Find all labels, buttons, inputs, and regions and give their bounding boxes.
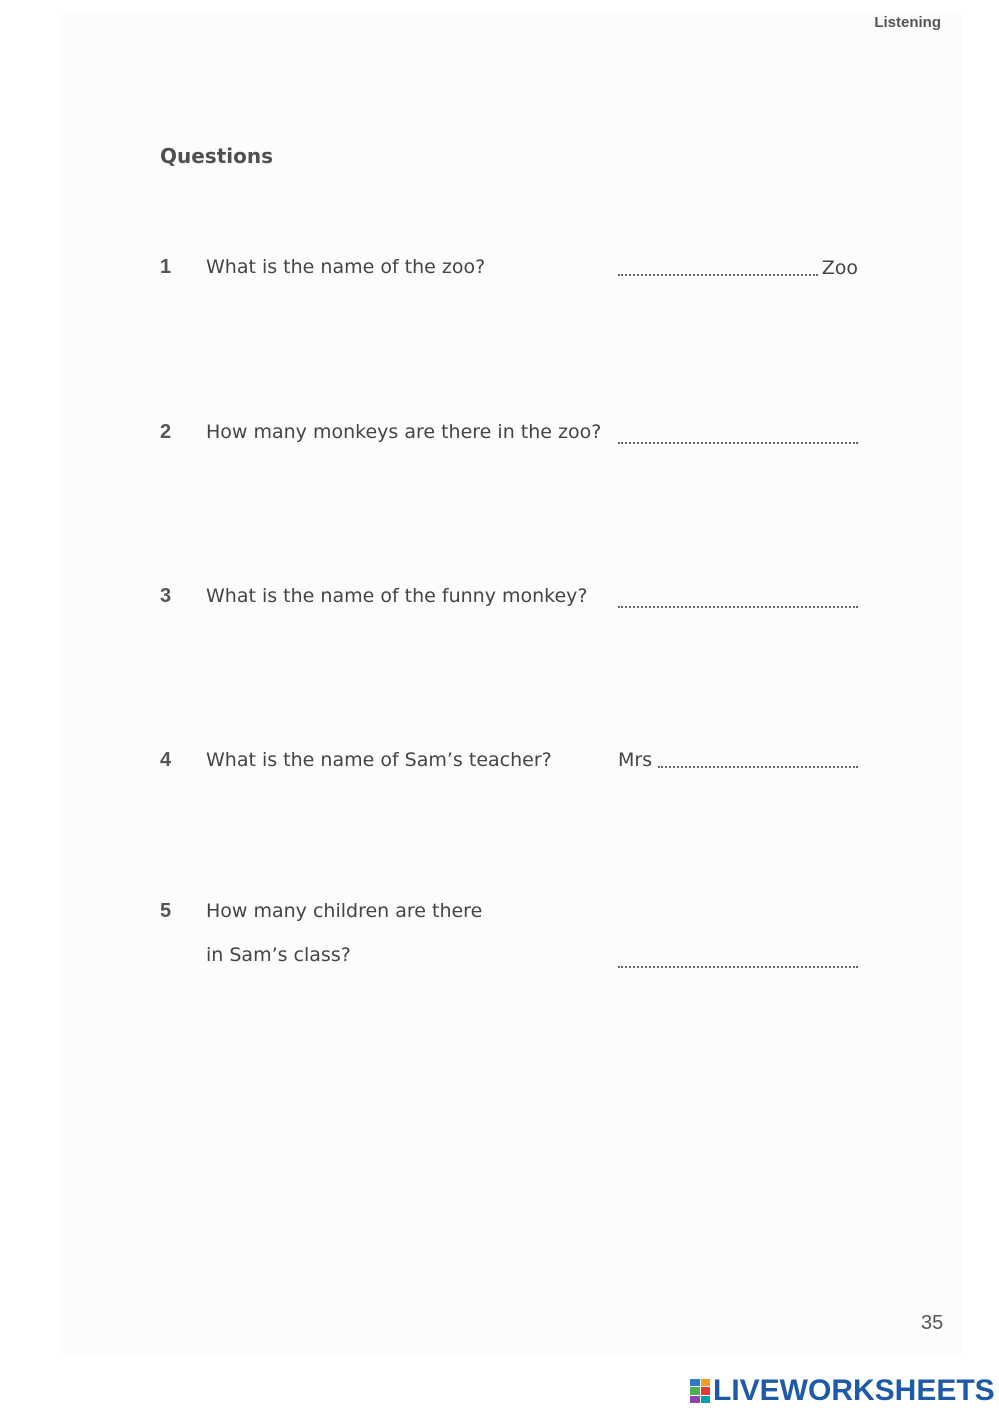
page-title: Questions xyxy=(160,144,274,168)
liveworksheets-logo-icon xyxy=(690,1379,710,1403)
answer-prefix: Mrs xyxy=(618,749,653,771)
worksheet-page xyxy=(60,14,962,1354)
question-3-number: 3 xyxy=(160,585,172,607)
answer-line[interactable] xyxy=(618,948,858,968)
answer-suffix: Zoo xyxy=(821,257,858,279)
question-2-text: How many monkeys are there in the zoo? xyxy=(206,421,602,443)
question-4-number: 4 xyxy=(160,749,172,771)
question-1-number: 1 xyxy=(160,256,172,278)
question-2-number: 2 xyxy=(160,421,172,443)
section-label: Listening xyxy=(874,14,941,31)
page-number: 35 xyxy=(921,1312,944,1334)
question-3-answer[interactable] xyxy=(618,588,858,611)
brand-name: LIVEWORKSHEETS xyxy=(713,1374,995,1407)
question-5-text-line1: How many children are there xyxy=(206,900,483,922)
question-5-number: 5 xyxy=(160,900,172,922)
question-5-text-line2: in Sam’s class? xyxy=(206,944,351,966)
answer-line[interactable] xyxy=(618,588,858,608)
answer-line[interactable] xyxy=(618,424,858,444)
question-1-text: What is the name of the zoo? xyxy=(206,256,486,278)
question-5-answer[interactable] xyxy=(618,948,858,971)
answer-line[interactable] xyxy=(658,748,858,768)
question-4-answer[interactable] xyxy=(618,748,858,771)
question-3-text: What is the name of the funny monkey? xyxy=(206,585,588,607)
question-4-text: What is the name of Sam’s teacher? xyxy=(206,749,552,771)
liveworksheets-logo[interactable] xyxy=(690,1374,995,1408)
question-1-answer[interactable] xyxy=(618,256,858,279)
answer-line[interactable] xyxy=(618,256,818,276)
question-2-answer[interactable] xyxy=(618,424,858,447)
